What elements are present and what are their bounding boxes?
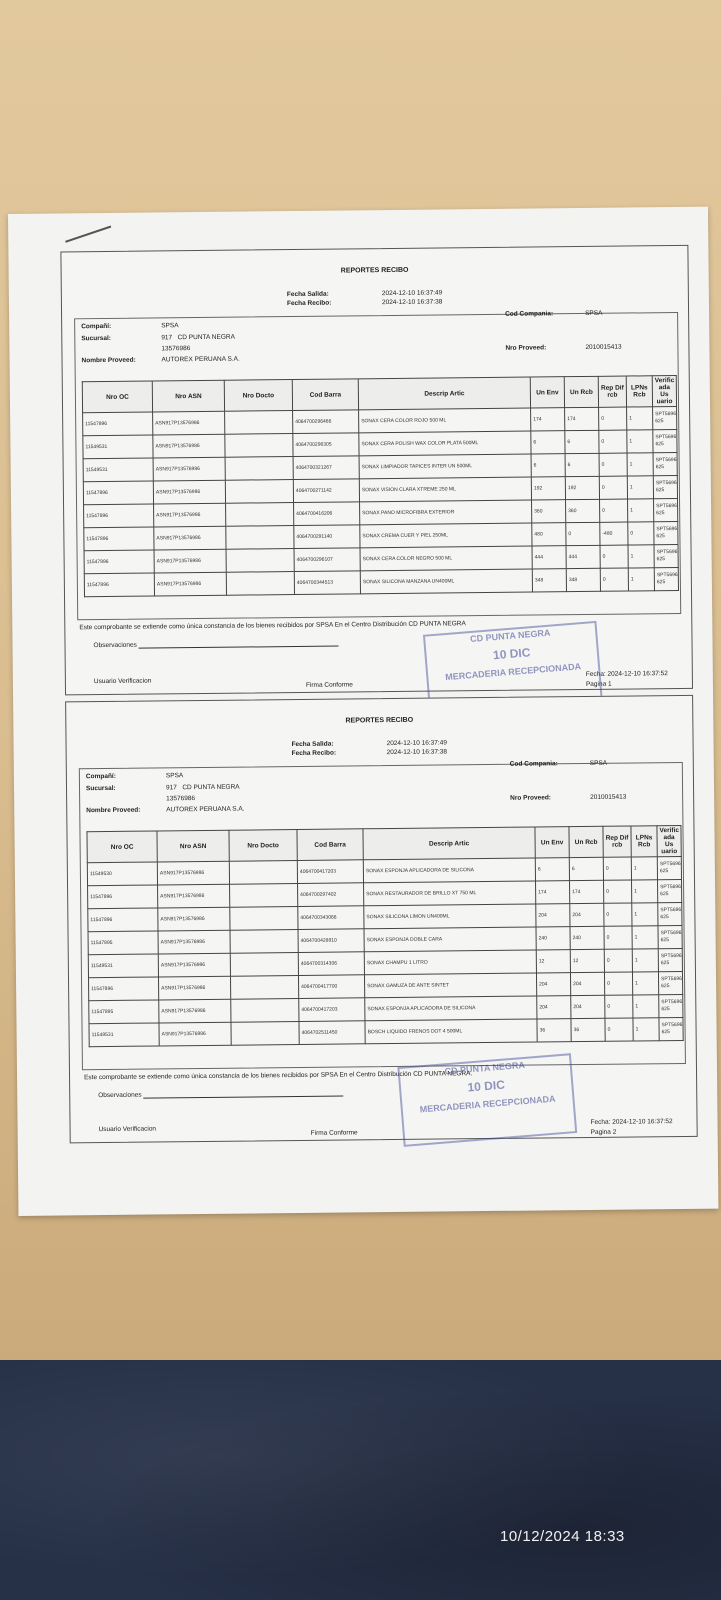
cod-compania-value: SPSA xyxy=(585,309,603,317)
cell-desc: SONAX LIMPIADOR TAPICES INTER UN 500ML xyxy=(359,454,531,479)
cell-barra: 4064702511450 xyxy=(299,1021,365,1045)
cell-dif: 0 xyxy=(600,568,628,591)
cell-oc: 11547896 xyxy=(84,527,154,551)
cell-dif: 0 xyxy=(599,430,627,453)
cell-desc: SONAX ESPONJA APLICADORA DE SILICONA xyxy=(363,858,535,883)
cell-rcb: 444 xyxy=(566,545,600,568)
cell-env: 36 xyxy=(537,1019,571,1042)
items-table xyxy=(86,825,683,1047)
stamp-date: 10 DIC xyxy=(466,1077,506,1095)
cell-asn: ASN917P13576986 xyxy=(158,930,230,954)
cell-barra: 4064700416206 xyxy=(294,502,360,526)
cell-dif: 0 xyxy=(605,1018,633,1041)
cell-lpn: 1 xyxy=(627,430,653,453)
cell-barra: 4064700417700 xyxy=(298,975,364,999)
cell-barra: 4064700343066 xyxy=(298,906,364,930)
cell-asn: ASN917P13576986 xyxy=(158,884,230,908)
observaciones-line xyxy=(143,1090,343,1099)
cell-barra: 4064700417203 xyxy=(297,860,363,884)
table-row xyxy=(84,568,678,597)
proveedor-value: AUTOREX PERUANA S.A. xyxy=(161,355,240,364)
cell-env: 480 xyxy=(532,523,566,546)
report-title: REPORTES RECIBO xyxy=(345,716,414,725)
pagina-label: Pagina 2 xyxy=(590,1128,617,1136)
cell-rcb: 192 xyxy=(565,476,599,499)
column-header: Nro OC xyxy=(87,831,157,863)
cell-desc: SONAX SILICONA MANZANA UN400ML xyxy=(360,569,532,594)
fecha-salida-value: 2024-12-10 16:37:49 xyxy=(381,289,443,298)
column-header: Cod Barra xyxy=(297,829,363,861)
reference-number: 13576986 xyxy=(166,795,196,803)
cell-rcb: 204 xyxy=(570,972,604,995)
column-header: Cod Barra xyxy=(292,379,358,411)
dates-block xyxy=(287,288,443,308)
cell-rcb: 204 xyxy=(570,903,604,926)
cell-rcb: 240 xyxy=(570,926,604,949)
cell-rcb: 360 xyxy=(566,499,600,522)
cell-oc: 11549531 xyxy=(83,435,153,459)
cell-ver: SPT5696 625 xyxy=(654,499,678,522)
cell-barra: 4064700291140 xyxy=(294,525,360,549)
cell-desc: SONAX GAMUZA DE ANTE SINTET xyxy=(364,973,536,998)
proveedor-label: Nombre Proveed: xyxy=(86,806,141,815)
cell-desc: SONAX CERA COLOR NEGRO 500 ML xyxy=(360,546,532,571)
column-header: Rep Dif rcb xyxy=(603,826,631,857)
column-header: Nro Docto xyxy=(224,380,292,412)
firma-label: Firma Conforme xyxy=(310,1129,358,1137)
stamp-line-1: CD PUNTA NEGRA xyxy=(469,627,551,645)
cell-lpn: 0 xyxy=(628,522,654,545)
cell-ver: SPT5696 625 xyxy=(653,407,677,430)
cell-doc xyxy=(231,1021,299,1045)
column-header: Descrip Artic xyxy=(363,827,535,860)
proveedor-value: AUTOREX PERUANA S.A. xyxy=(166,805,245,814)
cell-env: 6 xyxy=(531,431,565,454)
cell-desc: SONAX CREMA CUER Y PIEL 250ML xyxy=(360,523,532,548)
fecha-salida-value: 2024-12-10 16:37:49 xyxy=(386,739,447,748)
fecha-recibo-label: Fecha Recibo: xyxy=(286,299,332,308)
cell-rcb: 6 xyxy=(569,857,603,880)
cell-oc: 11547896 xyxy=(84,504,154,528)
cell-env: 240 xyxy=(536,927,570,950)
fecha-pie: Fecha: 2024-12-10 16:37:52 xyxy=(590,1118,673,1126)
fecha-salida-label: Fecha Salida: xyxy=(291,740,334,749)
cell-asn: ASN917P13576986 xyxy=(153,411,225,435)
column-header: Descrip Artic xyxy=(358,377,530,410)
stamp-line-3: MERCADERIA RECEPCIONADA xyxy=(444,661,582,683)
cell-asn: ASN917P13576986 xyxy=(158,976,230,1000)
cell-asn: ASN917P13576986 xyxy=(159,1022,231,1046)
cell-dif: 0 xyxy=(605,995,633,1018)
cell-ver: SPT5696 625 xyxy=(654,568,678,591)
cell-lpn: 1 xyxy=(627,407,653,430)
cell-lpn: 1 xyxy=(627,476,653,499)
cell-doc xyxy=(225,480,293,504)
cell-env: 204 xyxy=(536,904,570,927)
pagina-label: Pagina 1 xyxy=(585,680,612,688)
cell-ver: SPT5696 625 xyxy=(654,545,678,568)
cell-ver: SPT5696 625 xyxy=(658,925,682,948)
cell-asn: ASN917P13576986 xyxy=(154,549,226,573)
cell-rcb: 36 xyxy=(571,1018,605,1041)
cell-env: 360 xyxy=(532,500,566,523)
cell-ver: SPT5696 625 xyxy=(653,430,677,453)
cell-barra: 4064700296107 xyxy=(294,548,360,572)
cell-dif: 0 xyxy=(599,476,627,499)
column-header: LPNs Rcb xyxy=(631,826,657,857)
cell-oc: 11549531 xyxy=(88,954,158,978)
cell-ver: SPT5696 625 xyxy=(653,476,677,499)
cell-asn: ASN917P13576986 xyxy=(154,572,226,596)
sucursal-label: Sucursal: xyxy=(85,784,116,793)
column-header: Rep Dif rcb xyxy=(598,376,626,407)
column-header: Un Env xyxy=(535,827,569,858)
cell-ver: SPT5696 625 xyxy=(653,453,677,476)
cell-rcb: 174 xyxy=(570,880,604,903)
proveedor-label: Nombre Proveed: xyxy=(81,356,136,365)
cell-rcb: 12 xyxy=(570,949,604,972)
firma-label: Firma Conforme xyxy=(305,681,353,689)
cell-ver: SPT5696 625 xyxy=(658,879,682,902)
cell-barra: 4064700321267 xyxy=(293,456,359,480)
cell-env: 174 xyxy=(536,881,570,904)
cell-doc xyxy=(230,930,298,954)
cell-doc xyxy=(231,998,299,1022)
cell-doc xyxy=(230,884,298,908)
cell-ver: SPT5696 625 xyxy=(658,948,682,971)
stamp-line-1: CD PUNTA NEGRA xyxy=(444,1059,526,1077)
cell-env: 174 xyxy=(531,408,565,431)
cell-asn: ASN917P13576986 xyxy=(158,953,230,977)
cell-oc: 11547896 xyxy=(84,550,154,574)
stamp-line-3: MERCADERIA RECEPCIONADA xyxy=(419,1093,556,1115)
cell-env: 444 xyxy=(532,546,566,569)
column-header: Verific ada Us uario xyxy=(652,376,676,407)
observaciones-label: Observaciones xyxy=(98,1091,142,1100)
cell-asn: ASN917P13576986 xyxy=(159,999,231,1023)
receipt-body xyxy=(79,759,686,1070)
cell-ver: SPT5696 625 xyxy=(659,994,683,1017)
compania-value: SPSA xyxy=(161,322,179,330)
cell-lpn: 1 xyxy=(632,880,658,903)
report-page-2 xyxy=(65,695,698,1144)
usuario-label: Usuario Verificacion xyxy=(98,1125,157,1134)
cell-asn: ASN917P13576986 xyxy=(158,907,230,931)
cell-barra: 4064700297402 xyxy=(298,883,364,907)
cell-asn: ASN917P13576986 xyxy=(154,526,226,550)
cell-ver: SPT5696 625 xyxy=(659,1017,683,1040)
cell-rcb: 174 xyxy=(565,407,599,430)
cell-oc: 11547896 xyxy=(84,573,154,597)
cell-dif: 0 xyxy=(604,880,632,903)
cell-oc: 11547895 xyxy=(89,1000,159,1024)
comprobante-text: Este comprobante se extiende como única constancia de los bienes recibidos por SPSA En el Centro Distribución CD PUNTA NEGRA. xyxy=(84,1070,473,1082)
fecha-recibo-value: 2024-12-10 16:37:38 xyxy=(381,298,443,307)
column-header: Un Rcb xyxy=(564,376,598,407)
fecha-salida-label: Fecha Salida: xyxy=(286,290,329,299)
cell-doc xyxy=(225,434,293,458)
observaciones-line xyxy=(139,640,339,649)
usuario-label: Usuario Verificacion xyxy=(93,677,152,686)
table-row xyxy=(89,1017,683,1046)
cell-lpn: 1 xyxy=(632,903,658,926)
observaciones-label: Observaciones xyxy=(93,641,137,650)
cell-desc: SONAX CHAMPU 1 LITRO xyxy=(364,950,536,975)
cell-rcb: 6 xyxy=(565,430,599,453)
cell-desc: SONAX ESPONJA DOBLE CARA xyxy=(364,927,536,952)
cell-oc: 11547896 xyxy=(89,977,159,1001)
cell-ver: SPT5696 625 xyxy=(658,902,682,925)
fecha-recibo-label: Fecha Recibo: xyxy=(291,749,337,758)
cod-compania-value: SPSA xyxy=(589,759,608,767)
sucursal-value: CD PUNTA NEGRA xyxy=(177,333,235,342)
cell-dif: 0 xyxy=(604,949,632,972)
cell-oc: 11549531 xyxy=(83,458,153,482)
observaciones xyxy=(93,640,338,650)
cell-dif: 0 xyxy=(603,857,631,880)
cell-desc: SONAX CERA POLISH WAX COLOR PLATA 500ML xyxy=(359,431,531,456)
cell-env: 204 xyxy=(537,996,571,1019)
sucursal-code: 917 xyxy=(161,334,173,342)
cell-doc xyxy=(226,572,294,596)
dates-block xyxy=(292,738,448,758)
cell-lpn: 1 xyxy=(627,453,653,476)
compania-label: Compañí: xyxy=(81,322,112,331)
cell-ver: SPT5696 625 xyxy=(657,856,681,879)
column-header: Un Rcb xyxy=(569,826,603,857)
cell-lpn: 1 xyxy=(631,857,657,880)
column-header: Nro ASN xyxy=(152,380,224,412)
cell-desc: SONAX SILICONA LIMON UN400ML xyxy=(364,904,536,929)
cell-dif: 0 xyxy=(604,903,632,926)
column-header: Un Env xyxy=(530,377,564,408)
reference-number: 13576986 xyxy=(161,345,191,353)
dark-fabric-background xyxy=(0,1360,721,1600)
cell-barra: 4064700428810 xyxy=(298,929,364,953)
cell-dif: 0 xyxy=(604,972,632,995)
column-header: Nro ASN xyxy=(157,830,229,862)
nro-proveedor-label: Nro Proveed: xyxy=(505,344,547,352)
cell-oc: 11549531 xyxy=(89,1023,159,1047)
cell-lpn: 1 xyxy=(628,545,654,568)
cell-lpn: 1 xyxy=(632,972,658,995)
cell-env: 348 xyxy=(532,569,566,592)
cell-rcb: 6 xyxy=(565,453,599,476)
column-header: Nro Docto xyxy=(229,830,297,862)
paper-sheet xyxy=(8,207,718,1216)
cell-barra: 4064700296466 xyxy=(293,410,359,434)
cell-env: 192 xyxy=(531,477,565,500)
cell-barra: 4064700417203 xyxy=(299,998,365,1022)
nro-proveedor-value: 2010015413 xyxy=(590,793,627,801)
cell-doc xyxy=(226,549,294,573)
cell-lpn: 1 xyxy=(633,995,659,1018)
cell-oc: 11547896 xyxy=(83,481,153,505)
cell-desc: SONAX VISION CLARA XTREME 250 ML xyxy=(359,477,531,502)
cell-desc: SONAX PANO MICROFIBRA EXTERIOR xyxy=(360,500,532,525)
cell-rcb: 204 xyxy=(571,995,605,1018)
report-title: REPORTES RECIBO xyxy=(340,266,409,275)
fecha-pie: Fecha: 2024-12-10 16:37:52 xyxy=(585,670,668,678)
column-header: LPNs Rcb xyxy=(626,376,652,407)
cell-ver: SPT5696 625 xyxy=(654,522,678,545)
cell-dif: 0 xyxy=(604,926,632,949)
cell-lpn: 1 xyxy=(628,568,654,591)
cell-oc: 11549530 xyxy=(87,862,157,886)
receipt-body xyxy=(74,309,681,620)
cell-env: 6 xyxy=(535,858,569,881)
cell-barra: 4064700344513 xyxy=(294,571,360,595)
cell-asn: ASN917P13576986 xyxy=(153,457,225,481)
compania-value: SPSA xyxy=(165,772,184,780)
cell-rcb: 0 xyxy=(566,522,600,545)
sucursal-value: CD PUNTA NEGRA xyxy=(182,783,240,792)
cell-doc xyxy=(226,503,294,527)
cell-rcb: 348 xyxy=(566,568,600,591)
cell-dif: 0 xyxy=(600,499,628,522)
cell-doc xyxy=(225,457,293,481)
nro-proveedor-label: Nro Proveed: xyxy=(510,794,552,802)
cell-env: 12 xyxy=(536,950,570,973)
cod-compania-label: Cod Compania: xyxy=(509,760,558,768)
cell-doc xyxy=(230,975,298,999)
cell-barra: 4064700314306 xyxy=(298,952,364,976)
cell-asn: ASN917P13576986 xyxy=(153,434,225,458)
cell-oc: 11547896 xyxy=(88,908,158,932)
compania-label: Compañí: xyxy=(85,772,116,781)
cod-compania-label: Cod Compania: xyxy=(505,310,554,318)
cell-asn: ASN917P13576986 xyxy=(154,503,226,527)
cell-env: 204 xyxy=(536,973,570,996)
cell-env: 6 xyxy=(531,454,565,477)
sucursal-label: Sucursal: xyxy=(81,334,111,343)
cell-asn: ASN917P13576986 xyxy=(153,480,225,504)
cell-lpn: 1 xyxy=(628,499,654,522)
cell-desc: BOSCH LIQUIDO FRENOS DOT 4 500ML xyxy=(365,1019,537,1044)
cell-dif: -480 xyxy=(600,522,628,545)
observaciones xyxy=(98,1090,343,1100)
cell-doc xyxy=(230,907,298,931)
cell-lpn: 1 xyxy=(632,926,658,949)
cell-ver: SPT5696 625 xyxy=(658,971,682,994)
stamp-date: 10 DIC xyxy=(492,645,531,663)
pen-mark xyxy=(65,226,111,243)
sucursal-code: 917 xyxy=(165,784,177,792)
column-header: Nro OC xyxy=(82,381,152,413)
items-table xyxy=(82,375,679,597)
cell-oc: 11547896 xyxy=(88,885,158,909)
cell-dif: 0 xyxy=(600,545,628,568)
cell-dif: 0 xyxy=(599,407,627,430)
report-page-1 xyxy=(60,245,693,696)
fecha-recibo-value: 2024-12-10 16:37:38 xyxy=(386,748,448,757)
comprobante-text: Este comprobante se extiende como única constancia de los bienes recibidos por SPSA En el Centro Distribución CD PUNTA NEGRA xyxy=(79,620,466,632)
cell-doc xyxy=(229,861,297,885)
cell-lpn: 1 xyxy=(633,1018,659,1041)
cell-asn: ASN917P13576986 xyxy=(157,861,229,885)
nro-proveedor-value: 2010015413 xyxy=(585,343,622,351)
reception-stamp xyxy=(397,1053,577,1147)
column-header: Verific ada Us uario xyxy=(657,825,681,856)
cell-barra: 4064700271142 xyxy=(293,479,359,503)
cell-desc: SONAX RESTAURADOR DE BRILLO XT 750 ML xyxy=(364,881,536,906)
cell-desc: SONAX CERA COLOR ROJO 500 ML xyxy=(359,408,531,433)
cell-barra: 4064700296305 xyxy=(293,433,359,457)
cell-oc: 11547896 xyxy=(83,412,153,436)
cell-oc: 11547895 xyxy=(88,931,158,955)
cell-desc: SONAX ESPONJA APLICADORA DE SILICONA xyxy=(365,996,537,1021)
photo-timestamp: 10/12/2024 18:33 xyxy=(500,1528,625,1545)
cell-doc xyxy=(230,953,298,977)
cell-doc xyxy=(226,526,294,550)
cell-dif: 0 xyxy=(599,453,627,476)
cell-lpn: 1 xyxy=(632,949,658,972)
cell-doc xyxy=(225,411,293,435)
